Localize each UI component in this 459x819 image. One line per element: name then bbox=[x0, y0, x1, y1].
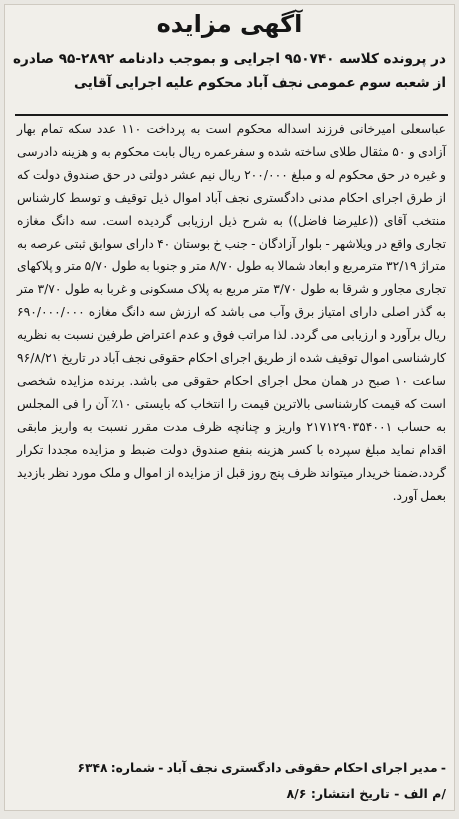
publication-date: /م الف - تاریخ انتشار: ۸/۶ bbox=[286, 786, 446, 801]
notice-signature: - مدیر اجرای احکام حقوقی دادگستری نجف آباد - شماره: ۶۳۴۸ bbox=[77, 761, 446, 775]
notice-body: عباسعلی امیرخانی فرزند اسداله محکوم است به پرداخت ۱۱۰ عدد سکه تمام بهار آزادی و ۵۰ مثقال طلای ساخته شده و سفرعمره ریال بابت محکوم به و هزینه دادرسی و غیره در حق محکوم له و مبلغ ۲۰۰/۰۰۰ ریال نیم عشر دولتی در حق صندوق دولت که از طرق اجرای احکام مدنی دادگستری نجف آباد اموال ذیل توقیف و توسط کارشناس منتخب آقای ((علیرضا فاضل)) به شرح ذیل ارزیابی گردیده است. سه دانگ مغازه تجاری واقع در ویلاشهر - بلوار آزادگان - جنب خ بوستان ۴۰ دارای سوابق ثبتی عرصه به متراژ ۳۲/۱۹ مترمربع و ابعاد شمالا به طول ۸/۷۰ متر و جنوبا به طول ۵/۷۰ متر و پلاکهای تجاری مجاور و شرقا به طول ۳/۷۰ متر مربع به پلاک مسکونی و غربا به طول ۳/۷۰ متر به گذر اصلی دارای امتیاز برق وآب می باشد که ارزش سه دانگ مغازه ۶۹۰/۰۰۰/۰۰۰ ریال برآورد و ارزیابی می گردد. لذا مراتب فوق و عدم اعتراض طرفین نسبت به نظریه کارشناسی اموال توقیف شده از طریق اجرای احکام حقوقی نجف آباد در تاریخ ۹۶/۸/۲۱ ساعت ۱۰ صبح در همان محل اجرای احکام حقوقی می باشد. برنده مزایده شخصی است که قیمت کارشناسی بالاترین قیمت را انتخاب که بایستی ۱۰٪ آن را فی المجلس به حساب ۲۱۷۱۲۹۰۳۵۴۰۰۱ واریز و چنانچه ظرف مدت مقرر نسبت به واریز مابقی اقدام نماید مبلغ سپرده با کسر هزینه بنفع صندوق دولت ضبط و مزایده مجددا تکرار گردد.ضمنا خریدار میتواند ظرف پنج روز قبل از مزایده از اموال و ملک مورد نظر بازدید بعمل آورد. bbox=[17, 122, 446, 503]
notice-intro: در پرونده کلاسه ۹۵۰۷۴۰ اجرایی و بموجب دادنامه ۲۸۹۲-۹۵ صادره از شعبه سوم عمومی نجف آباد محکوم علیه اجرایی آقایی bbox=[13, 51, 446, 91]
divider-line bbox=[15, 114, 448, 116]
auction-notice bbox=[4, 4, 455, 811]
notice-title: آگهی مزایده bbox=[156, 10, 303, 38]
